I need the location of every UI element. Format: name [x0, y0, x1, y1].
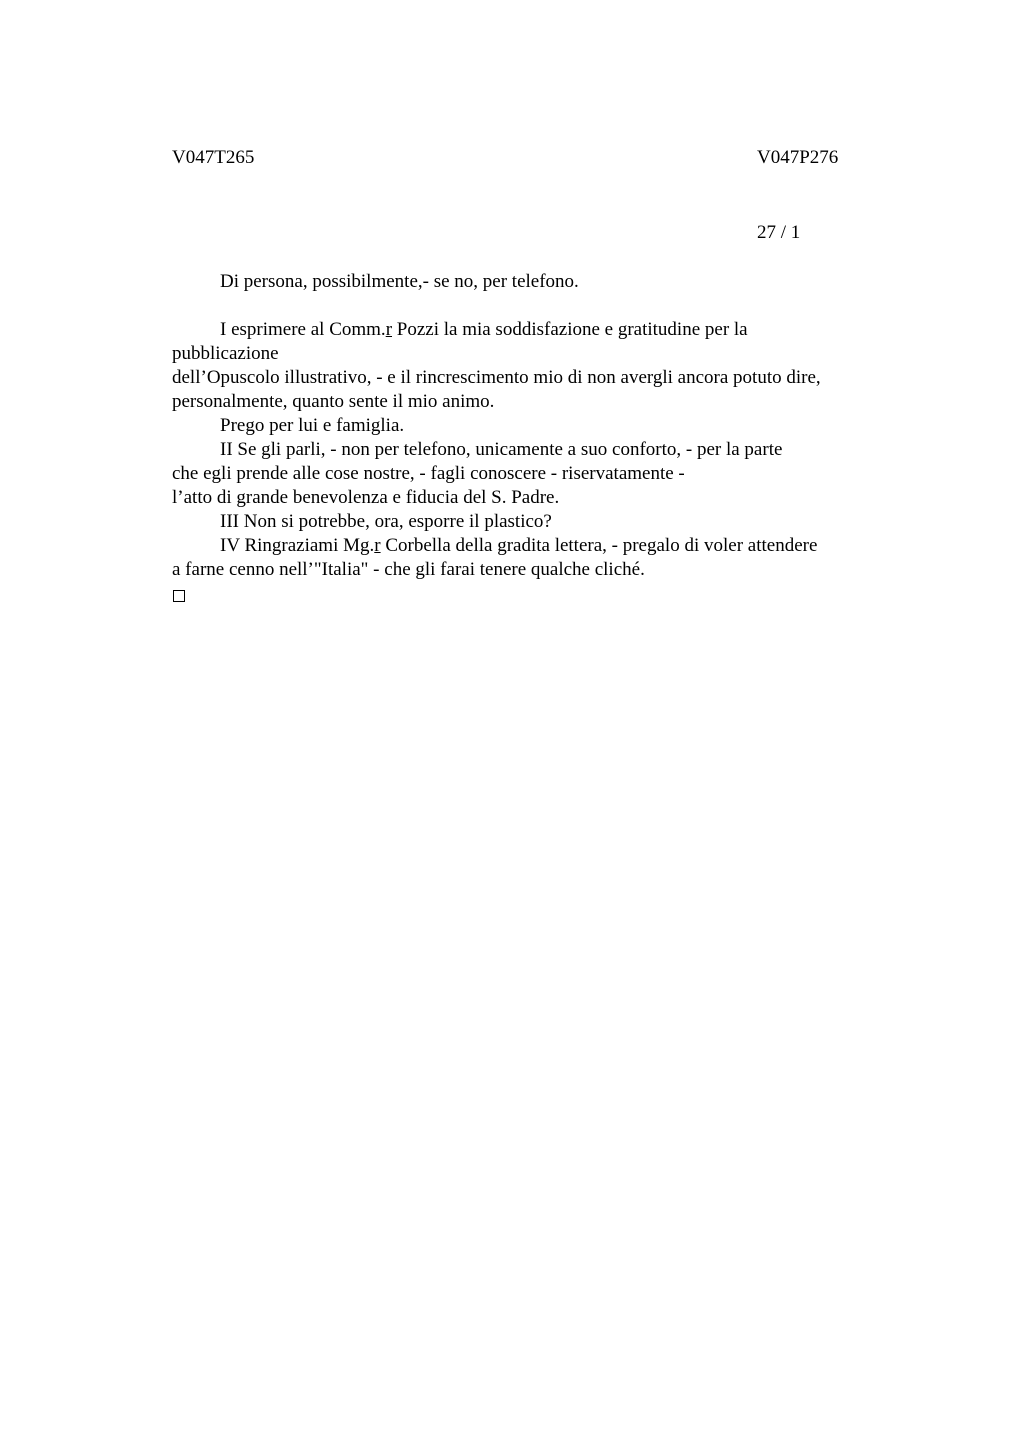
- paragraph-intro: Di persona, possibilmente,- se no, per telefono.: [220, 271, 579, 292]
- text-line: II Se gli parli, - non per telefono, unicamente a suo conforto, - per la parte: [220, 439, 783, 460]
- text-line: Prego per lui e famiglia.: [220, 415, 405, 436]
- text-line: [172, 318, 821, 342]
- document-code-left: V047T265: [172, 147, 255, 168]
- text-line: III Non si potrebbe, ora, esporre il plastico?: [220, 511, 552, 532]
- text-line: a farne cenno nell’"Italia" - che gli farai tenere qualche cliché.: [172, 559, 645, 580]
- abbreviation-superscript: r: [374, 535, 381, 556]
- text-line: l’atto di grande benevolenza e fiducia del S. Padre.: [172, 487, 560, 508]
- text-line: che egli prende alle cose nostre, - fagli conoscere - riservatamente -: [172, 463, 685, 484]
- page-reference: 27 / 1: [757, 222, 801, 243]
- text-run: I esprimere al Comm.: [220, 319, 386, 340]
- text-line: dell’Opuscolo illustrativo, - e il rincrescimento mio di non avergli ancora potuto dire,: [172, 367, 821, 388]
- text-run: Corbella della gradita lettera, - pregalo di voler attendere: [380, 535, 818, 556]
- abbreviation-superscript: r: [385, 319, 393, 340]
- text-run: IV Ringraziami Mg.: [220, 535, 375, 556]
- text-line: [172, 534, 821, 558]
- text-line: personalmente, quanto sente il mio animo.: [172, 391, 495, 412]
- paragraph-item-1: [172, 318, 821, 582]
- text-run: Pozzi la mia soddisfazione e gratitudine per la: [392, 319, 748, 340]
- document-code-right: V047P276: [757, 147, 839, 168]
- text-line: pubblicazione: [172, 343, 279, 364]
- end-marker-box-icon: [173, 590, 185, 602]
